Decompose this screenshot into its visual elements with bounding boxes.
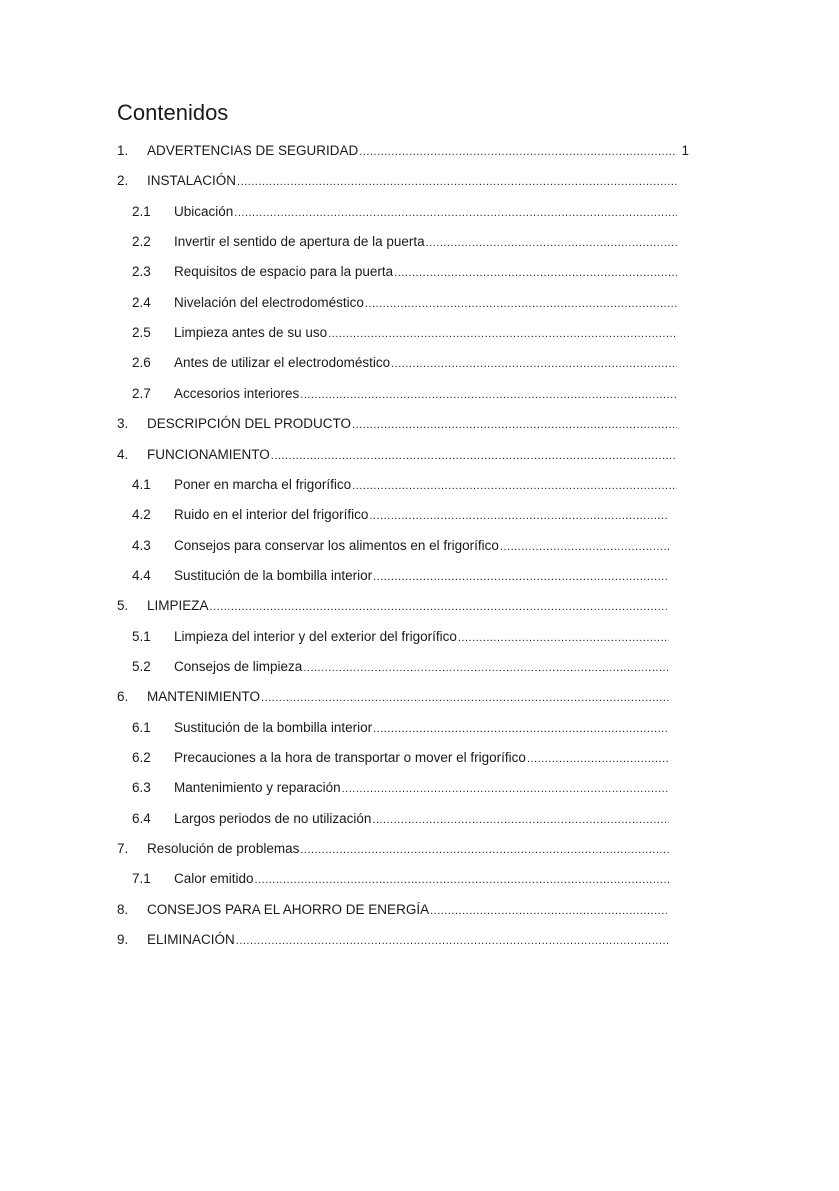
toc-entry-title: Accesorios interiores (174, 385, 300, 401)
toc-leader-dots (391, 354, 677, 373)
toc-entry-number: 2.6 (132, 355, 151, 371)
toc-leader-dots (352, 476, 677, 495)
toc-entry-title: Limpieza del interior y del exterior del frigorífico (174, 628, 457, 644)
toc-leader-dots (430, 901, 669, 920)
toc-entry[interactable] (132, 566, 669, 586)
toc-leader-dots (303, 658, 669, 677)
toc-leader-dots (373, 567, 669, 586)
toc-entry-title: Sustitución de la bombilla interior (174, 567, 373, 583)
toc-entry-page-number: 1 (681, 143, 689, 158)
toc-entry[interactable] (132, 536, 669, 556)
toc-entry[interactable] (117, 930, 669, 950)
toc-entry[interactable] (132, 505, 669, 525)
toc-entry[interactable] (117, 171, 677, 191)
toc-entry-number: 2. (117, 173, 129, 189)
toc-entry-title: Sustitución de la bombilla interior (174, 719, 373, 735)
toc-leader-dots (300, 385, 677, 404)
toc-entry-number: 6. (117, 689, 129, 705)
toc-entry-number: 2.2 (132, 234, 151, 250)
toc-entry-number: 3. (117, 416, 129, 432)
toc-entry-title: ELIMINACIÓN (147, 932, 235, 948)
toc-entry-title: Ruido en el interior del frigorífico (174, 507, 369, 523)
toc-entry[interactable] (117, 900, 669, 920)
toc-leader-dots (500, 537, 669, 556)
toc-leader-dots (359, 142, 677, 161)
toc-leader-dots (237, 172, 677, 191)
toc-entry-title: Poner en marcha el frigorífico (174, 476, 352, 492)
toc-entry[interactable] (132, 475, 677, 495)
toc-entry-title: INSTALACIÓN (147, 173, 237, 189)
toc-entry-title: Antes de utilizar el electrodoméstico (174, 355, 391, 371)
toc-leader-dots (372, 810, 669, 829)
toc-entry-title: Calor emitido (174, 871, 254, 887)
toc-entry-title: Consejos de limpieza (174, 658, 303, 674)
toc-entry-number: 5.2 (132, 658, 151, 674)
toc-leader-dots (352, 415, 677, 434)
toc-entry-number: 1. (117, 143, 129, 158)
toc-entry-number: 2.7 (132, 385, 151, 401)
toc-entry[interactable] (117, 445, 677, 465)
toc-entry[interactable] (132, 293, 677, 313)
toc-entry-number: 2.1 (132, 203, 151, 219)
toc-entry-title: ADVERTENCIAS DE SEGURIDAD (147, 143, 359, 158)
toc-entry-title: Requisitos de espacio para la puerta (174, 264, 394, 280)
toc-leader-dots (261, 688, 669, 707)
toc-leader-dots (394, 263, 677, 282)
toc-leader-dots (365, 294, 677, 313)
toc-entry[interactable] (132, 232, 677, 252)
toc-entry[interactable] (132, 748, 669, 768)
toc-entry-title: CONSEJOS PARA EL AHORRO DE ENERGÍA (147, 901, 430, 917)
toc-entry[interactable] (132, 869, 669, 889)
toc-entry-number: 4.2 (132, 507, 151, 523)
toc-entry-title: Resolución de problemas (147, 841, 300, 857)
toc-entry-number: 4.4 (132, 567, 151, 583)
toc-leader-dots (300, 840, 669, 859)
toc-entry[interactable] (132, 809, 669, 829)
toc-leader-dots (255, 870, 669, 889)
toc-entry-number: 6.1 (132, 719, 151, 735)
toc-entry-title: MANTENIMIENTO (147, 689, 261, 705)
toc-entry-title: Largos periodos de no utilización (174, 810, 372, 826)
toc-leader-dots (210, 597, 669, 616)
toc-leader-dots (236, 931, 669, 950)
toc-entry-title: FUNCIONAMIENTO (147, 446, 270, 462)
toc-leader-dots (271, 446, 677, 465)
toc-leader-dots (458, 628, 669, 647)
toc-entry[interactable] (132, 718, 669, 738)
toc-entry[interactable] (117, 839, 669, 859)
toc-entry-number: 2.4 (132, 294, 151, 310)
toc-entry[interactable] (132, 778, 669, 798)
toc-entry[interactable] (117, 687, 669, 707)
toc-entry[interactable] (132, 202, 677, 222)
toc-entry-title: Ubicación (174, 203, 234, 219)
toc-entry-number: 7.1 (132, 871, 151, 887)
toc-entry[interactable] (132, 262, 677, 282)
toc-entry-number: 4.3 (132, 537, 151, 553)
toc-entry-number: 6.3 (132, 780, 151, 796)
toc-entry-title: Precauciones a la hora de transportar o mover el frigorífico (174, 750, 526, 765)
toc-leader-dots (426, 233, 677, 252)
toc-title: Contenidos (117, 100, 229, 125)
toc-entry[interactable] (132, 323, 677, 343)
toc-entry-number: 8. (117, 901, 129, 917)
toc-entry[interactable] (117, 414, 677, 434)
toc-leader-dots (369, 506, 669, 525)
toc-entry-title: DESCRIPCIÓN DEL PRODUCTO (147, 416, 352, 432)
toc-entry-title: LIMPIEZA (147, 598, 209, 614)
toc-entry[interactable] (132, 627, 669, 647)
toc-entry[interactable] (117, 141, 689, 161)
toc-entry-title: Limpieza antes de su uso (174, 325, 328, 341)
toc-entry[interactable] (117, 596, 669, 616)
toc-entry[interactable] (132, 353, 677, 373)
toc-entry-number: 5. (117, 598, 129, 614)
toc-entry-title: Nivelación del electrodoméstico (174, 294, 364, 310)
toc-entry-number: 4.1 (132, 476, 151, 492)
toc-entry-number: 5.1 (132, 628, 151, 644)
toc-leader-dots (527, 749, 669, 768)
toc-entry-title: Consejos para conservar los alimentos en el frigorífico (174, 537, 499, 553)
toc-leader-dots (373, 719, 669, 738)
toc-leader-dots (328, 324, 677, 343)
toc-entry-number: 9. (117, 932, 129, 948)
toc-entry-title: Invertir el sentido de apertura de la puerta (174, 234, 425, 250)
toc-entry[interactable] (132, 657, 669, 677)
toc-leader-dots (234, 203, 677, 222)
toc-entry-title: Mantenimiento y reparación (174, 780, 341, 796)
toc-entry-number: 7. (117, 841, 129, 857)
toc-entry-number: 2.3 (132, 264, 151, 280)
toc-entry-number: 4. (117, 446, 129, 462)
toc-entry[interactable] (132, 384, 677, 404)
toc-entry-number: 6.4 (132, 810, 151, 826)
toc-entry-number: 6.2 (132, 750, 151, 765)
toc-leader-dots (342, 779, 669, 798)
toc-entry-number: 2.5 (132, 325, 151, 341)
